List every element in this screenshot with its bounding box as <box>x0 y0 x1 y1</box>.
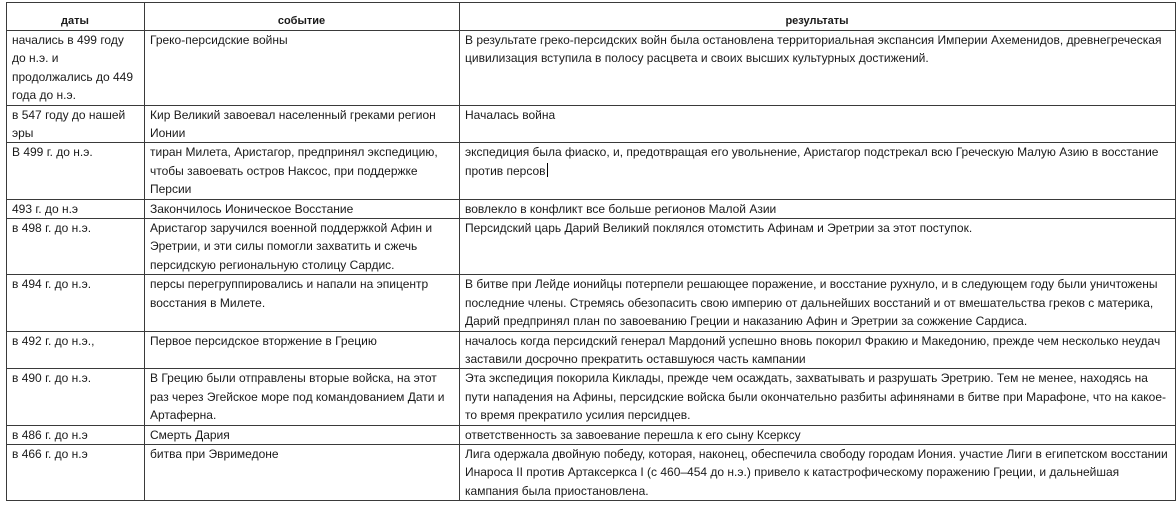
event-cell[interactable]: Смерть Дария <box>145 425 460 444</box>
date-cell[interactable]: в 547 году до нашей эры <box>7 105 145 143</box>
date-cell[interactable]: в 494 г. до н.э. <box>7 275 145 331</box>
date-cell[interactable]: в 492 г. до н.э., <box>7 331 145 369</box>
table-row <box>7 444 1176 500</box>
result-cell[interactable]: вовлекло в конфликт все больше регионов Малой Азии <box>460 199 1176 218</box>
event-cell[interactable]: Первое персидское вторжение в Грецию <box>145 331 460 369</box>
date-cell[interactable]: начались в 499 году до н.э. и продолжались до 449 года до н.э. <box>7 31 145 106</box>
header-event[interactable]: событие <box>145 3 460 31</box>
event-cell[interactable]: битва при Эвримедоне <box>145 444 460 500</box>
date-cell[interactable]: в 466 г. до н.э <box>7 444 145 500</box>
table-row <box>7 105 1176 143</box>
result-cell[interactable]: Началась война <box>460 105 1176 143</box>
date-cell[interactable]: в 490 г. до н.э. <box>7 369 145 425</box>
table-row <box>7 199 1176 218</box>
table-row <box>7 219 1176 275</box>
events-table <box>6 2 1176 501</box>
date-cell[interactable]: В 499 г. до н.э. <box>7 143 145 199</box>
header-row <box>7 3 1176 31</box>
text-cursor <box>547 163 548 177</box>
result-cell[interactable]: В результате греко-персидских войн была остановлена территориальная экспансия Империи Ахеменидов, древнегреческая цивилизация вступила в полосу расцвета и своих высших культурных достижений. <box>460 31 1176 106</box>
event-cell[interactable]: Кир Великий завоевал населенный греками регион Ионии <box>145 105 460 143</box>
table-row <box>7 31 1176 106</box>
header-results[interactable]: результаты <box>460 3 1176 31</box>
event-cell[interactable]: Закончилось Ионическое Восстание <box>145 199 460 218</box>
result-cell[interactable]: ответственность за завоевание перешла к его сыну Ксерксу <box>460 425 1176 444</box>
event-cell[interactable]: тиран Милета, Аристагор, предпринял экспедицию, чтобы завоевать остров Наксос, при поддержке Персии <box>145 143 460 199</box>
table-row <box>7 369 1176 425</box>
result-cell[interactable]: В битве при Лейде ионийцы потерпели решающее поражение, и восстание рухнуло, и в следующем году были уничтожены последние члены. Стремясь обезопасить свою империю от дальнейших восстаний и от вмешательства греков с материка, Дарий предпринял план по завоеванию Греции и наказанию Афин и Эретрии за сожжение Сардиса. <box>460 275 1176 331</box>
date-cell[interactable]: в 486 г. до н.э <box>7 425 145 444</box>
event-cell[interactable]: В Грецию были отправлены вторые войска, на этот раз через Эгейское море под командованием Дати и Артаферна. <box>145 369 460 425</box>
header-dates[interactable]: даты <box>7 3 145 31</box>
event-cell[interactable]: Аристагор заручился военной поддержкой Афин и Эретрии, и эти силы помогли захватить и сжечь персидскую региональную столицу Сардис. <box>145 219 460 275</box>
table-row <box>7 143 1176 199</box>
result-cell[interactable]: Персидский царь Дарий Великий поклялся отомстить Афинам и Эретрии за этот поступок. <box>460 219 1176 275</box>
date-cell[interactable]: 493 г. до н.э <box>7 199 145 218</box>
result-cell[interactable]: Лига одержала двойную победу, которая, наконец, обеспечила свободу городам Иония. участие Лиги в египетском восстании Инароса II против Артаксеркса I (с 460–454 до н.э.) привело к катастрофическому поражению Греции, и дальнейшая кампания была приостановлена. <box>460 444 1176 500</box>
table-row <box>7 275 1176 331</box>
table-row <box>7 331 1176 369</box>
event-cell[interactable]: персы перегруппировались и напали на эпицентр восстания в Милете. <box>145 275 460 331</box>
result-cell[interactable]: началось когда персидский генерал Мардоний успешно вновь покорил Фракию и Македонию, прежде чем несколько неудач заставили досрочно прекратить оставшуюся часть кампании <box>460 331 1176 369</box>
event-cell[interactable]: Греко-персидские войны <box>145 31 460 106</box>
result-text: экспедиция была фиаско, и, предотвращая его увольнение, Аристагор подстрекал всю Греческую Малую Азию в восстание против персов <box>465 145 1159 178</box>
result-cell[interactable]: Эта экспедиция покорила Киклады, прежде чем осаждать, захватывать и разрушать Эретрию. Тем не менее, находясь на пути нападения на Афины, персидские войска были окончательно разбиты афинянами в битве при Марафоне, что на какое-то время прекратило усилия персидцев. <box>460 369 1176 425</box>
date-cell[interactable]: в 498 г. до н.э. <box>7 219 145 275</box>
result-cell[interactable] <box>460 143 1176 199</box>
table-row <box>7 425 1176 444</box>
